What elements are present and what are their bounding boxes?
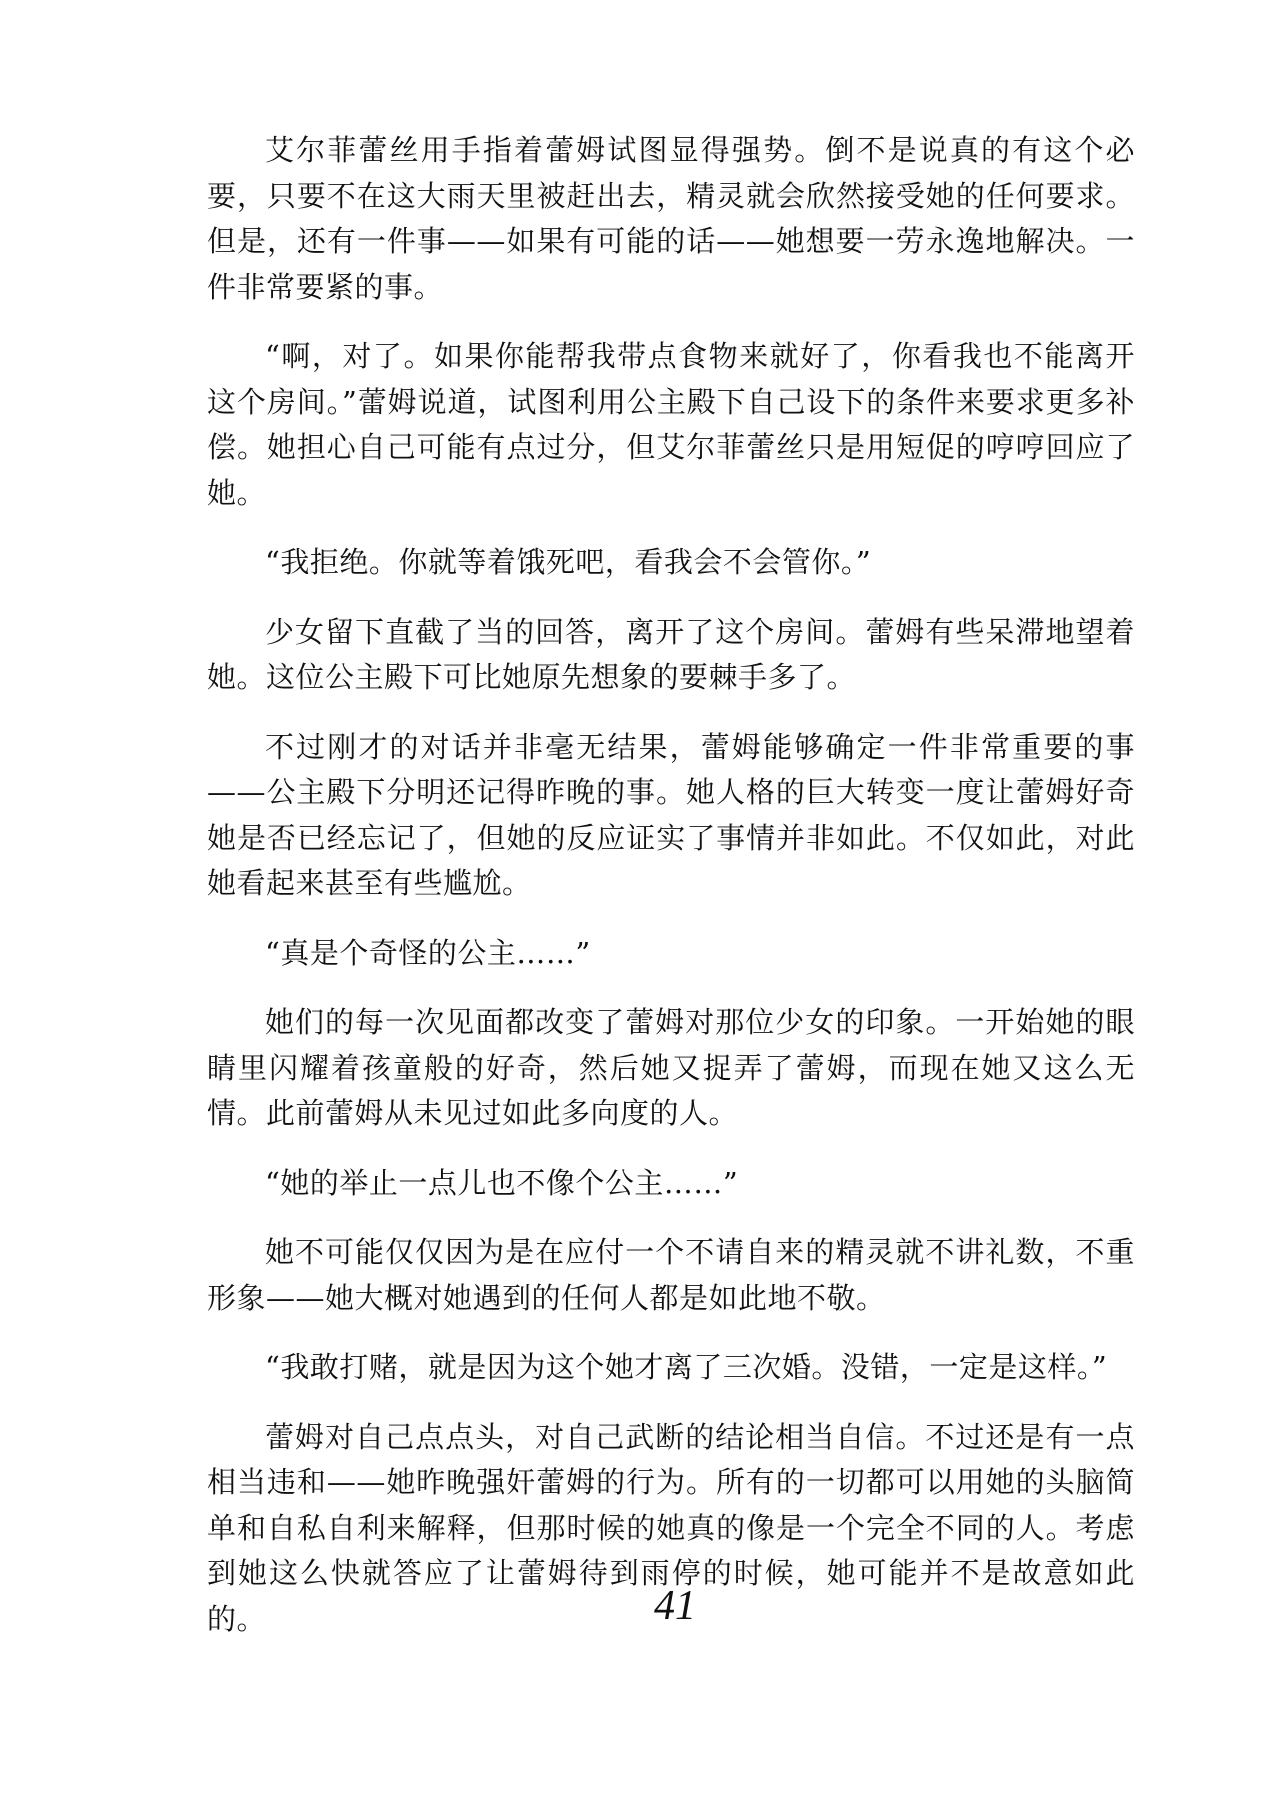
paragraph: 蕾姆对自己点点头，对自己武断的结论相当自信。不过还是有一点相当违和——她昨晚强奸蕾姆的行为。所有的一切都可以用她的头脑简单和自私自利来解释，但那时候的她真的像是一个完全不同的人。考虑到她这么快就答应了让蕾姆待到雨停的时候，她可能并不是故意如此的。	[207, 1419, 1135, 1636]
paragraph: “我敢打赌，就是因为这个她才离了三次婚。没错，一定是这样。”	[265, 1350, 1108, 1384]
body-text	[207, 128, 1135, 1666]
paragraph: “她的举止一点儿也不像个公主……”	[265, 1165, 739, 1200]
paragraph: 她不可能仅仅因为是在应付一个不请自来的精灵就不讲礼数，不重形象——她大概对她遇到的任何人都是如此地不敬。	[207, 1235, 1135, 1315]
page-number: 41	[654, 1583, 696, 1629]
paragraph: 不过刚才的对话并非毫无结果，蕾姆能够确定一件非常重要的事——公主殿下分明还记得昨晚的事。她人格的巨大转变一度让蕾姆好奇她是否已经忘记了，但她的反应证实了事情并非如此。不仅如此，对此她看起来甚至有些尴尬。	[207, 729, 1135, 900]
paragraph: “真是个奇怪的公主……”	[265, 935, 591, 970]
paragraph: 她们的每一次见面都改变了蕾姆对那位少女的印象。一开始她的眼睛里闪耀着孩童般的好奇，然后她又捉弄了蕾姆，而现在她又这么无情。此前蕾姆从未见过如此多向度的人。	[207, 1005, 1135, 1130]
paragraph: 少女留下直截了当的回答，离开了这个房间。蕾姆有些呆滞地望着她。这位公主殿下可比她原先想象的要棘手多了。	[207, 614, 1135, 694]
paragraph: “啊，对了。如果你能帮我带点食物来就好了，你看我也不能离开这个房间。”蕾姆说道，试图利用公主殿下自己设下的条件来要求更多补偿。她担心自己可能有点过分，但艾尔菲蕾丝只是用短促的哼哼回应了她。	[207, 339, 1135, 510]
paragraph: 艾尔菲蕾丝用手指着蕾姆试图显得强势。倒不是说真的有这个必要，只要不在这大雨天里被赶出去，精灵就会欣然接受她的任何要求。但是，还有一件事——如果有可能的话——她想要一劳永逸地解决。一件非常要紧的事。	[207, 133, 1135, 304]
paragraph: “我拒绝。你就等着饿死吧，看我会不会管你。”	[265, 545, 872, 579]
